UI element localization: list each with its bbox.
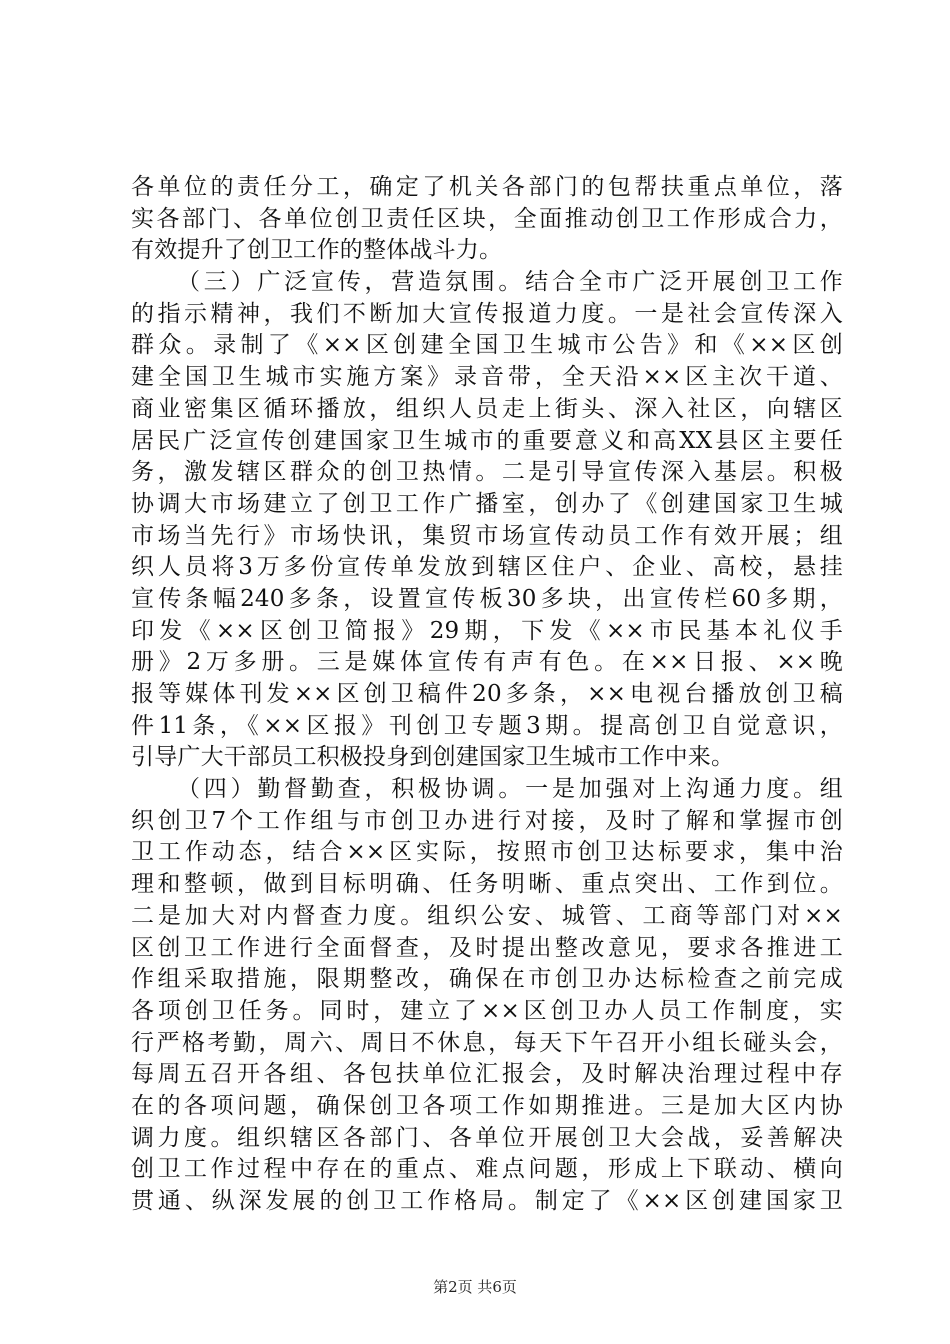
text-line: 二是加大对内督查力度。组织公安、城管、工商等部门对×× bbox=[131, 902, 843, 929]
document-body bbox=[131, 172, 843, 1218]
text-line: 实各部门、各单位创卫责任区块，全面推动创卫工作形成合力， bbox=[131, 205, 843, 232]
text-line: 群众。录制了《××区创建全国卫生城市公告》和《××区创 bbox=[131, 332, 843, 359]
text-line: 宣传条幅240多条，设置宣传板30多块，出宣传栏60多期， bbox=[131, 585, 843, 612]
text-line: 贯通、纵深发展的创卫工作格局。制定了《××区创建国家卫 bbox=[131, 1188, 843, 1214]
text-line: 印发《××区创卫简报》29期，下发《××市民基本礼仪手 bbox=[131, 617, 843, 644]
paragraph-heading-line: （三）广泛宣传，营造氛围。结合全市广泛开展创卫工作 bbox=[177, 269, 843, 296]
text-line: 区创卫工作进行全面督查，及时提出整改意见，要求各推进工 bbox=[131, 934, 843, 961]
text-line: 在的各项问题，确保创卫各项工作如期推进。三是加大区内协 bbox=[131, 1092, 843, 1119]
text-line: 作组采取措施，限期整改，确保在市创卫办达标检查之前完成 bbox=[131, 966, 843, 993]
text-line: 报等媒体刊发××区创卫稿件20多条，××电视台播放创卫稿 bbox=[131, 681, 843, 707]
text-line: 务，激发辖区群众的创卫热情。二是引导宣传深入基层。积极 bbox=[131, 459, 843, 486]
text-line: 理和整顿，做到目标明确、任务明晰、重点突出、工作到位。 bbox=[131, 871, 843, 898]
text-line: 引导广大干部员工积极投身到创建国家卫生城市工作中来。 bbox=[131, 744, 735, 771]
text-line: 织创卫7个工作组与市创卫办进行对接，及时了解和掌握市创 bbox=[131, 807, 843, 834]
text-line: 市场当先行》市场快讯，集贸市场宣传动员工作有效开展；组 bbox=[131, 522, 843, 549]
text-line: 件11条，《××区报》刊创卫专题3期。提高创卫自觉意识， bbox=[131, 712, 843, 739]
text-line: 各项创卫任务。同时，建立了××区创卫办人员工作制度，实 bbox=[131, 997, 843, 1024]
text-line: 调力度。组织辖区各部门、各单位开展创卫大会战，妥善解决 bbox=[131, 1124, 843, 1151]
text-line: 建全国卫生城市实施方案》录音带，全天沿××区主次干道、 bbox=[131, 364, 843, 391]
text-line: 册》2万多册。三是媒体宣传有声有色。在××日报、××晚 bbox=[131, 649, 843, 676]
text-line: 有效提升了创卫工作的整体战斗力。 bbox=[131, 237, 503, 264]
text-line: 的指示精神，我们不断加大宣传报道力度。一是社会宣传深入 bbox=[131, 300, 843, 327]
text-line: 创卫工作过程中存在的重点、难点问题，形成上下联动、横向 bbox=[131, 1156, 843, 1183]
text-line: 商业密集区循环播放，组织人员走上街头、深入社区，向辖区 bbox=[131, 395, 843, 422]
paragraph-heading-line: （四）勤督勤查，积极协调。一是加强对上沟通力度。组 bbox=[177, 776, 843, 803]
text-line: 居民广泛宣传创建国家卫生城市的重要意义和高XX县区主要任 bbox=[131, 427, 843, 454]
text-line: 卫工作动态，结合××区实际，按照市创卫达标要求，集中治 bbox=[131, 839, 843, 866]
page-number-footer: 第2页 共6页 bbox=[433, 1278, 517, 1296]
text-line: 协调大市场建立了创卫工作广播室，创办了《创建国家卫生城 bbox=[131, 490, 843, 517]
text-line: 每周五召开各组、各包扶单位汇报会，及时解决治理过程中存 bbox=[131, 1061, 843, 1088]
text-line: 行严格考勤，周六、周日不休息，每天下午召开小组长碰头会， bbox=[131, 1029, 843, 1056]
text-line: 各单位的责任分工，确定了机关各部门的包帮扶重点单位，落 bbox=[131, 174, 843, 200]
text-line: 织人员将3万多份宣传单发放到辖区住户、企业、高校，悬挂 bbox=[131, 554, 843, 581]
